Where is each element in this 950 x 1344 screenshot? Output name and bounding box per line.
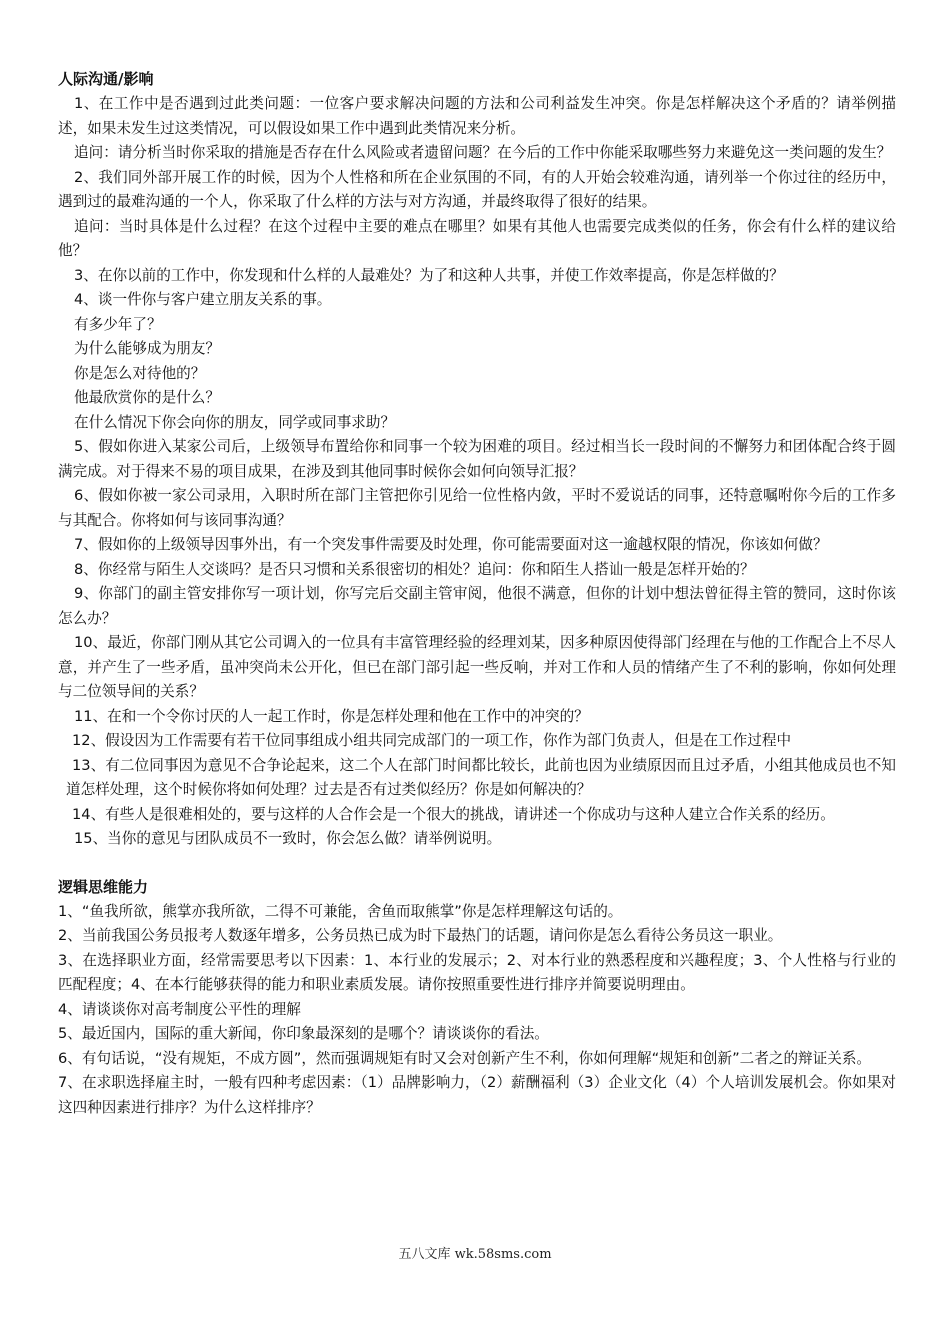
question-paragraph: 5、最近国内，国际的重大新闻，你印象最深刻的是哪个？请谈谈你的看法。	[58, 1025, 549, 1042]
followup-paragraph: 追问：当时具体是什么过程？在这个过程中主要的难点在哪里？如果有其他人也需要完成类似的任务，你会有什么样的建议给他？	[58, 217, 896, 259]
section-heading: 人际沟通/影响	[58, 70, 154, 88]
sub-question: 他最欣赏你的是什么？	[74, 389, 220, 406]
question-paragraph: 6、有句话说，“没有规矩，不成方圆”，然而强调规矩有时又会对创新产生不利，你如何理解“规矩和创新”二者之的辩证关系。	[58, 1049, 872, 1067]
question-paragraph: 9、你部门的副主管安排你写一项计划，你写完后交副主管审阅，他很不满意，但你的计划中想法曾征得主管的赞同，这时你该怎么办？	[58, 585, 896, 627]
question-paragraph: 4、请谈谈你对高考制度公平性的理解	[58, 1000, 301, 1018]
section-logical-thinking	[58, 874, 896, 1121]
question-paragraph: 7、在求职选择雇主时，一般有四种考虑因素：（1）品牌影响力，（2）薪酬福利（3）企业文化（4）个人培训发展机会。你如果对这四种因素进行排序？为什么这样排序？	[58, 1074, 896, 1116]
sub-question: 你是怎么对待他的？	[74, 364, 206, 382]
question-paragraph: 12、假设因为工作需要有若干位同事组成小组共同完成部门的一项工作，你作为部门负责人，但是在工作过程中	[72, 732, 792, 749]
question-paragraph: 8、你经常与陌生人交谈吗？是否只习惯和关系很密切的相处？追问：你和陌生人搭讪一般是怎样开始的？	[74, 560, 755, 578]
question-paragraph: 1、在工作中是否遇到过此类问题：一位客户要求解决问题的方法和公司利益发生冲突。你是怎样解决这个矛盾的？请举例描述，如果未发生过这类情况，可以假设如果工作中遇到此类情况来分析。	[58, 95, 896, 137]
question-paragraph: 2、当前我国公务员报考人数逐年增多，公务员热已成为时下最热门的话题，请问你是怎么看待公务员这一职业。	[58, 927, 783, 944]
sub-question: 有多少年了？	[74, 315, 162, 333]
sub-question: 在什么情况下你会向你的朋友，同学或同事求助？	[74, 413, 396, 431]
section-heading: 逻辑思维能力	[58, 877, 149, 896]
question-paragraph: 3、在选择职业方面，经常需要思考以下因素：1、本行业的发展示；2、对本行业的熟悉程度和兴趣程度；3、个人性格与行业的匹配程度；4、在本行能够获得的能力和职业素质发展。请你按照重要性进行排序并简要说明理由。	[58, 951, 896, 993]
question-paragraph: 7、假如你的上级领导因事外出，有一个突发事件需要及时处理，你可能需要面对这一逾越权限的情况，你该如何做？	[74, 536, 828, 553]
question-paragraph: 3、在你以前的工作中，你发现和什么样的人最难处？为了和这种人共事，并使工作效率提高，你是怎样做的？	[74, 266, 784, 284]
question-paragraph: 10、最近，你部门刚从其它公司调入的一位具有丰富管理经验的经理刘某，因多种原因使得部门经理在与他的工作配合上不尽人意，并产生了一些矛盾，虽冲突尚未公开化，但已在部门部引起一些反响，并对工作和人员的情绪产生了不利的影响，你如何处理与二位领导间的关系？	[58, 634, 896, 700]
question-paragraph: 14、有些人是很难相处的，要与这样的人合作会是一个很大的挑战，请讲述一个你成功与这种人建立合作关系的经历。	[72, 805, 835, 823]
document-page	[58, 66, 896, 1120]
question-paragraph: 6、假如你被一家公司录用，入职时所在部门主管把你引见给一位性格内敛，平时不爱说话的同事，还特意嘱咐你今后的工作多与其配合。你将如何与该同事沟通？	[58, 487, 896, 529]
question-paragraph: 4、谈一件你与客户建立朋友关系的事。	[74, 291, 332, 308]
question-paragraph: 5、假如你进入某家公司后，上级领导布置给你和同事一个较为困难的项目。经过相当长一段时间的不懈努力和团体配合终于圆满完成。对于得来不易的项目成果，在涉及到其他同事时候你会如何向领导汇报？	[58, 438, 896, 480]
question-paragraph: 11、在和一个令你讨厌的人一起工作时，你是怎样处理和他在工作中的冲突的？	[74, 707, 589, 725]
sub-question: 为什么能够成为朋友？	[74, 340, 220, 357]
question-paragraph: 1、“鱼我所欲，熊掌亦我所欲，二得不可兼能，舍鱼而取熊掌”你是怎样理解这句话的。	[58, 902, 623, 920]
question-paragraph: 15、当你的意见与团队成员不一致时，你会怎么做？请举例说明。	[74, 830, 502, 847]
question-paragraph: 2、我们同外部开展工作的时候，因为个人性格和所在企业氛围的不同，有的人开始会较难沟通，请列举一个你过往的经历中，遇到过的最难沟通的一个人，你采取了什么样的方法与对方沟通，并最终取得了很好的结果。	[58, 168, 896, 210]
page-footer: 五八文库 wk.58sms.com	[398, 1247, 552, 1262]
followup-paragraph: 追问：请分析当时你采取的措施是否存在什么风险或者遗留问题？在今后的工作中你能采取哪些努力来避免这一类问题的发生？	[74, 144, 892, 161]
question-paragraph: 13、有二位同事因为意见不合争论起来，这二个人在部门时间都比较长，此前也因为业绩原因而且过矛盾，小组其他成员也不知道怎样处理，这个时候你将如何处理？过去是否有过类似经历？你是如何解决的？	[66, 756, 896, 798]
section-interpersonal	[58, 66, 896, 852]
